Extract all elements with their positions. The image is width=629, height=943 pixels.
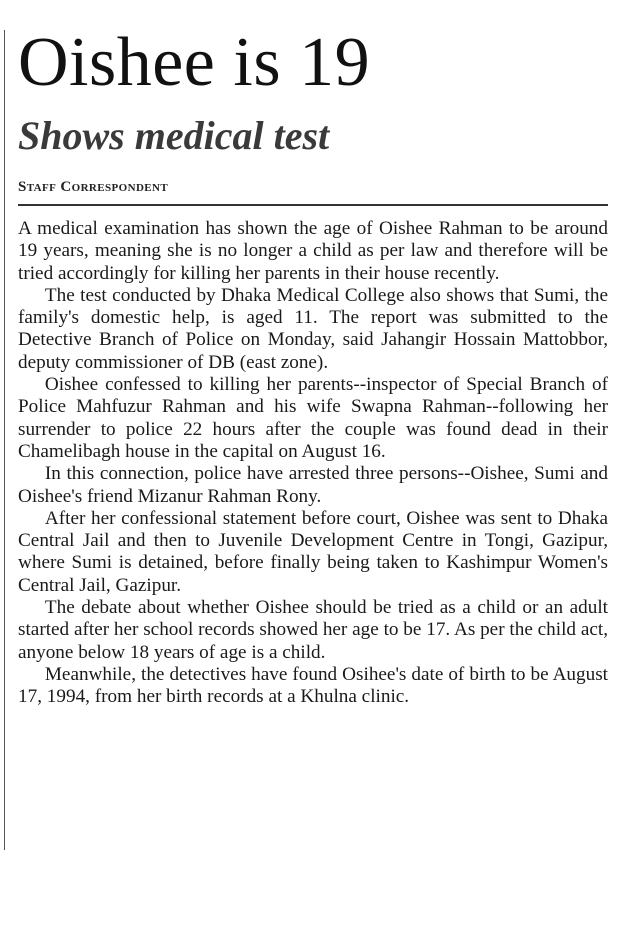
article-paragraph: Oishee confessed to killing her parents--inspector of Special Branch of Police Mahfuzur Rahman and his wife Swapna Rahman--following her surrender to police 22 hours after the couple was found dead in their Chamelibagh house in the capital on August 16. <box>18 374 608 462</box>
headline: Oishee is 19 <box>18 24 371 101</box>
article-paragraph: After her confessional statement before court, Oishee was sent to Dhaka Central Jail and then to Juvenile Development Centre in Tongi, Gazipur, where Sumi is detained, before finally being taken to Kashimpur Women's Central Jail, Gazipur. <box>18 507 608 596</box>
article-paragraph: The test conducted by Dhaka Medical College also shows that Sumi, the family's domestic help, is aged 11. The report was submitted to the Detective Branch of Police on Monday, said Jahangir Hossain Mattobbor, deputy commissioner of DB (east zone). <box>18 284 608 373</box>
byline: Staff Correspondent <box>18 179 169 195</box>
article-paragraph: In this connection, police have arrested three persons--Oishee, Sumi and Oishee's friend Mizanur Rahman Rony. <box>18 463 608 507</box>
article-paragraph: Meanwhile, the detectives have found Osihee's date of birth to be August 17, 1994, from her birth records at a Khulna clinic. <box>18 663 608 708</box>
column-rule <box>4 30 5 850</box>
article-body <box>18 218 608 709</box>
article-paragraph: A medical examination has shown the age of Oishee Rahman to be around 19 years, meaning she is no longer a child as per law and therefore will be tried accordingly for killing her parents in their house recently. <box>18 218 608 284</box>
byline-divider <box>18 204 608 206</box>
subheadline: Shows medical test <box>18 113 330 158</box>
article-paragraph: The debate about whether Oishee should be tried as a child or an adult started after her school records showed her age to be 17. As per the child act, anyone below 18 years of age is a child. <box>18 597 608 663</box>
